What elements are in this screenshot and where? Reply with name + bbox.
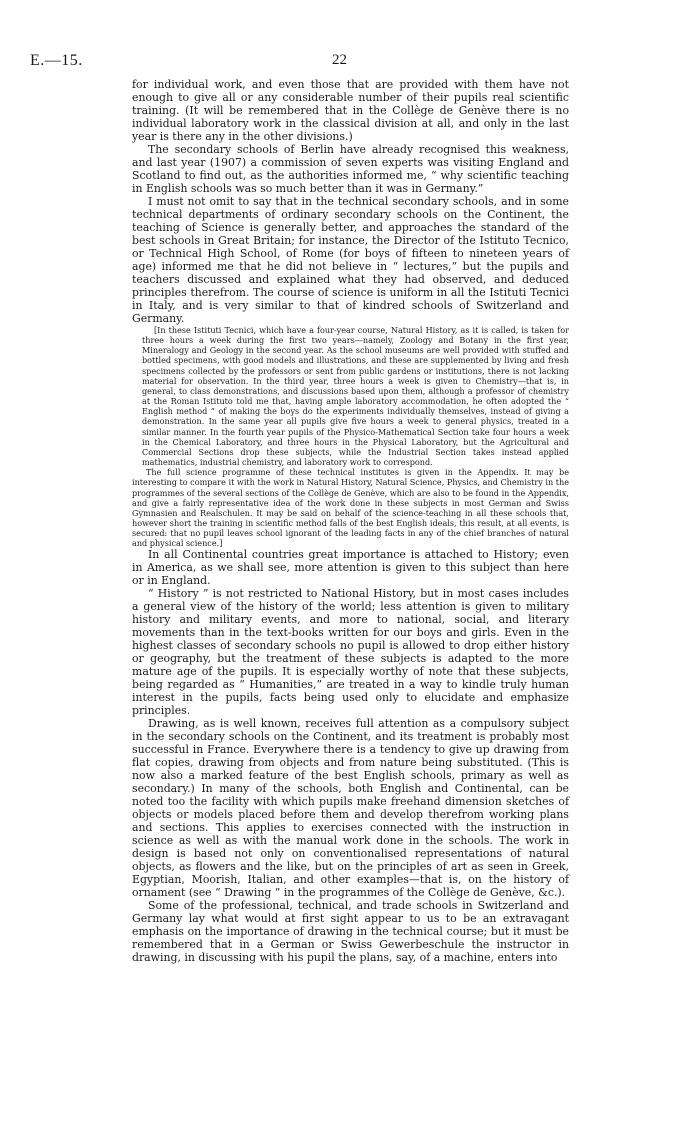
paragraph-drawing: Drawing, as is well known, receives full attention as a compulsory subject in the secondary schools on the Continent, and its treatment is probably most successful in France. Everywhere there is a tendency to give up drawing from flat copies, drawing from objects and from nature being substituted. (This is now also a marked feature of the best English schools, primary as well as secondary.) In many of the schools, both English and Continental, can be noted too the facility with which pupils make freehand dimension sketches of objects or models placed before them and develop therefrom working plans and sections. This applies to exercises connected with the instruction in science as well as with the manual work done in the schools. The work in design is based not only on conventionalised representations of natural objects, as flowers and the like, but on the principles of art as seen in Greek, Egyptian, Moorish, Italian, and other examples—that is, on the history of ornament (see “ Drawing ” in the programmes of the Collège de Genève, &c.). <box>132 717 569 900</box>
paragraph-trade-schools: Some of the professional, technical, and trade schools in Switzerland and Germany lay what would at first sight appear to us to be an extravagant emphasis on the importance of drawing in the technical course; but it must be remembered that in a German or Swiss Gewerbeschule the instructor in drawing, in discussing with his pupil the plans, say, of a machine, enters into <box>132 899 569 965</box>
paragraph-technical-schools: I must not omit to say that in the technical secondary schools, and in some technical departments of ordinary secondary schools on the Continent, the teaching of Science is generally better, and approaches the standard of the best schools in Great Britain; for instance, the Director of the Istituto Tecnico, or Technical High School, of Rome (for boys of fifteen to nineteen years of age) informed me that he did not believe in “ lectures,” but the pupils and teachers discussed and explained what they had observed, and deduced principles therefrom. The course of science is uniform in all the Istituti Tecnici in Italy, and is very similar to that of kindred schools of Switzerland and Germany. <box>132 195 569 325</box>
report-reference: E.—15. <box>30 52 83 69</box>
paragraph-berlin: The secondary schools of Berlin have already recognised this weakness, and last year (1907) a commission of seven experts was visiting England and Scotland to find out, as the authorities informed me, “ why scientific teaching in English schools was so much better than it was in Germany.” <box>132 143 569 195</box>
page-number: 22 <box>332 52 347 68</box>
paragraph-history-scope: “ History ” is not restricted to National History, but in most cases includes a general view of the history of the world; less attention is given to military history and military events, and more to national, social, and literary movements than in the text-books written for our boys and girls. Even in the highest classes of secondary schools no pupil is allowed to drop either history or geography, but the treatment of these subjects is adapted to the more mature age of the pupils. It is especially worthy of note that these subjects, being regarded as “ Humanities,” are treated in a way to kindle truly human interest in the pupils, facts being used only to elucidate and emphasize principles. <box>132 587 569 718</box>
note-science-programme: The full science programme of these technical institutes is given in the Appendix. It may be interesting to compare it with the work in Natural History, Natural Science, Physics, and Chemistry in the programmes of the several sections of the Collège de Genève, which are also to be found in the Appendix, and give a fairly representative idea of the work done in these subjects in most German and Swiss Gymnasien and Realschulen. It may be said on behalf of the science-teaching in all these schools that, however short the training in scientific method falls of the best English ideals, this result, at all events, is secured: that no pupil leaves school ignorant of the leading facts in any of the chief branches of natural and physical science.] <box>132 467 569 549</box>
note-istituti-tecnici: [In these Istituti Tecnici, which have a four-year course, Natural History, as it is called, is taken for three hours a week during the first two years—namely, Zoology and Botany in the first year, Mineralogy and Geology in the second year. As the school museums are well provided with stuffed and bottled specimens, with good models and illustrations, and these are supplemented by living and fresh specimens collected by the professors or sent from public gardens or institutions, there is not lacking material for observation. In the third year, three hours a week is given to Chemistry—that is, in general, to class demonstrations, and discussions based upon them, although a professor of chemistry at the Roman Istituto told me that, having ample laboratory accommodation, he often adopted the “ English method ” of making the boys do the experiments individually themselves, instead of giving a demonstration. In the same year all pupils give five hours a week to general physics, treated in a similar manner. In the fourth year pupils of the Physico-Mathematical Section take four hours a week in the Chemical Laboratory, and three hours in the Physical Laboratory, but the Agricultural and Commercial Sections drop these subjects, while the Industrial Section takes instead applied mathematics, industrial chemistry, and laboratory work to correspond. <box>142 325 569 468</box>
body-text <box>132 78 569 964</box>
page-header <box>30 52 670 72</box>
paragraph-history-importance: In all Continental countries great importance is attached to History; even in America, as we shall see, more attention is given to this subject than here or in England. <box>132 548 569 588</box>
paragraph-lab-work: for individual work, and even those that are provided with them have not enough to give all or any considerable number of their pupils real scientific training. (It will be remembered that in the Collège de Genève there is no individual laboratory work in the classical division at all, and only in the last year is there any in the other divisions.) <box>132 78 569 143</box>
